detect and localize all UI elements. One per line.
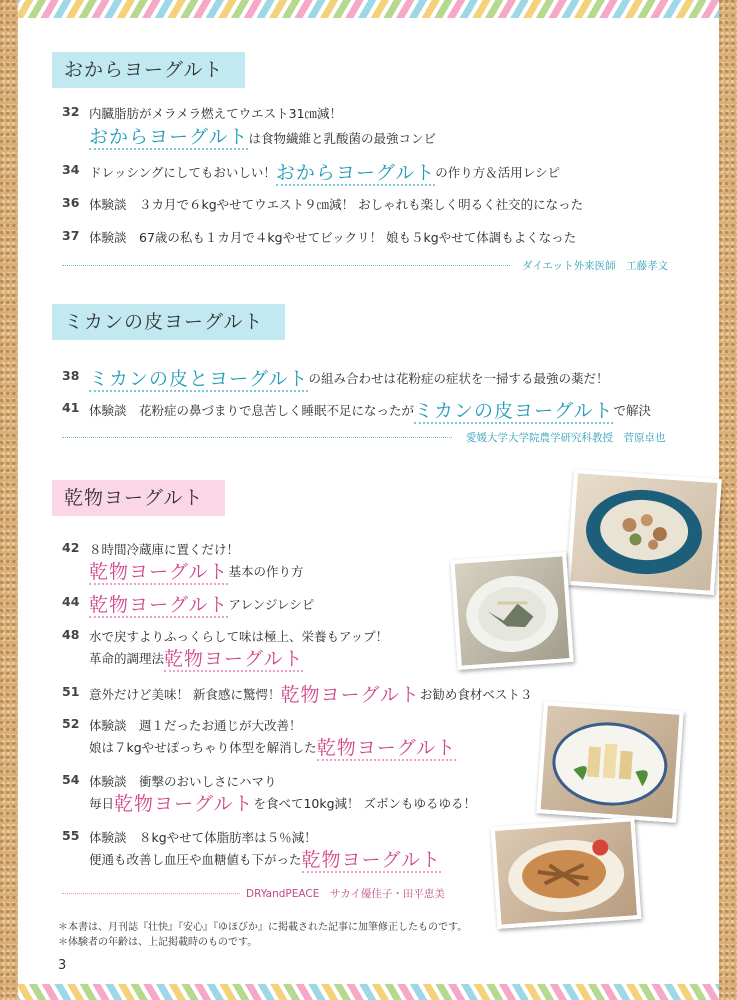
food-photo-bamboo — [536, 701, 683, 822]
dotted-divider — [62, 437, 452, 438]
item-text: 体験談 衝撃のおいしさにハマり — [89, 774, 277, 789]
highlight-keyword: おからヨーグルト — [275, 162, 436, 184]
item-text: ドレッシングにしてもおいしい！ — [89, 165, 276, 180]
highlight-keyword: 乾物ヨーグルト — [164, 648, 304, 670]
page-ref: 54 — [62, 772, 80, 787]
bottom-stripe-border — [0, 984, 737, 1000]
highlight-keyword: 乾物ヨーグルト — [301, 849, 441, 871]
food-photo-seaweed — [450, 552, 573, 670]
footnote: ＊体験者の年齢は、上記掲載時のものです。 — [58, 937, 258, 948]
item-text: の組み合わせは花粉症の症状を一掃する最強の薬だ！ — [308, 371, 609, 386]
page-ref: 44 — [62, 594, 80, 609]
highlight-keyword: ミカンの皮ヨーグルト — [414, 400, 614, 422]
author-credit: ダイエット外来医師 工藤孝文 — [522, 260, 669, 272]
right-cork-border — [719, 0, 737, 1000]
highlight-keyword: おからヨーグルト — [89, 126, 249, 148]
page-ref: 37 — [62, 228, 80, 243]
item-text: の作り方＆活用レシピ — [435, 165, 560, 180]
item-text: 体験談 ８kgやせて体脂肪率は５％減！ — [89, 830, 317, 845]
item-text: は食物繊維と乳酸菌の最強コンビ — [248, 131, 436, 146]
page-ref: 36 — [62, 195, 80, 210]
item-text: 娘は７kgやせぽっちゃり体型を解消した — [89, 740, 317, 755]
item-text: 毎日 — [89, 796, 115, 811]
page-ref: 41 — [62, 400, 80, 415]
highlight-keyword: 乾物ヨーグルト — [89, 561, 229, 583]
item-text: お勧め食材ベスト３ — [419, 687, 533, 702]
page-ref: 55 — [62, 828, 80, 843]
item-text: 意外だけど美味！ 新食感に驚愕！ — [89, 687, 281, 702]
page-ref: 51 — [62, 684, 80, 699]
page-ref: 52 — [62, 716, 80, 731]
highlight-keyword: ミカンの皮とヨーグルト — [89, 368, 309, 390]
food-photo-stirfry — [491, 817, 642, 929]
item-text: 体験談 花粉症の鼻づまりで息苦しく睡眠不足になったが — [89, 403, 415, 418]
item-text: ８時間冷蔵庫に置くだけ！ — [89, 542, 240, 557]
dotted-divider — [62, 265, 510, 266]
author-credit: DRYandPEACE サカイ優佳子・田平恵美 — [246, 888, 445, 900]
dotted-divider — [62, 893, 240, 894]
item-text: 内臓脂肪がメラメラ燃えてウエスト31㎝減！ — [89, 106, 343, 121]
item-text: 体験談 ３カ月で６kgやせてウエスト９㎝減！ おしゃれも楽しく明るく社交的になった — [89, 197, 584, 212]
page-number: 3 — [58, 958, 67, 973]
top-stripe-border — [0, 0, 737, 18]
toc-item[interactable] — [62, 104, 622, 148]
page-ref: 34 — [62, 162, 80, 177]
highlight-keyword: 乾物ヨーグルト — [280, 684, 420, 706]
author-credit: 愛媛大学大学院農学研究科教授 菅原卓也 — [466, 432, 666, 444]
item-text: 体験談 67歳の私も１カ月で４kgやせてビックリ！ 娘も５kgやせて体調もよくなった — [89, 230, 577, 245]
highlight-keyword: 乾物ヨーグルト — [114, 793, 254, 815]
item-text: で解決 — [613, 403, 651, 418]
page-ref: 32 — [62, 104, 80, 119]
item-text: 体験談 週１だったお通じが大改善！ — [89, 718, 302, 733]
item-text: 水で戻すよりふっくらして味は極上、栄養もアップ！ — [89, 629, 389, 644]
section-title-kanbutsu: 乾物ヨーグルト — [52, 480, 225, 516]
page-ref: 42 — [62, 540, 80, 555]
section-title-mikan: ミカンの皮ヨーグルト — [52, 304, 285, 340]
left-cork-border — [0, 0, 18, 1000]
section-title-okara: おからヨーグルト — [52, 52, 245, 88]
footnote: ＊本書は、月刊誌『壮快』『安心』『ゆほびか』に掲載された記事に加筆修正したものです。 — [58, 922, 468, 933]
item-text: を食べて10kg減！ ズボンもゆるゆる！ — [253, 796, 477, 811]
item-text: 基本の作り方 — [228, 564, 304, 579]
page-ref: 48 — [62, 627, 80, 642]
item-text: アレンジレシピ — [228, 597, 315, 612]
highlight-keyword: 乾物ヨーグルト — [316, 737, 457, 759]
item-text: 便通も改善し血圧や血糖値も下がった — [89, 852, 302, 867]
item-text: 革命的調理法 — [89, 651, 165, 666]
highlight-keyword: 乾物ヨーグルト — [89, 594, 229, 616]
food-photo-beans — [566, 469, 722, 595]
page-ref: 38 — [62, 368, 80, 383]
